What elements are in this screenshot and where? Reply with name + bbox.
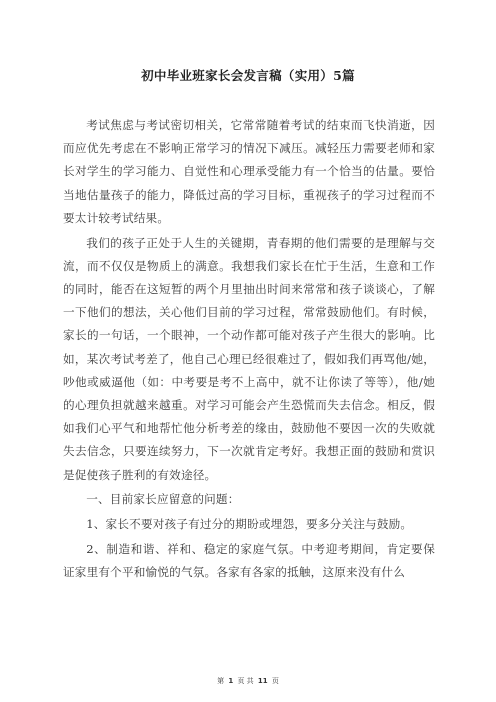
document-body — [63, 114, 435, 586]
list-item: 2、制造和谐、祥和、稳定的家庭气氛。中考迎考期间，肯定要保证家里有个平和愉悦的气氛。各家有各家的抵触，这原来没有什么 — [63, 541, 435, 579]
total-page-number: 11 — [257, 677, 268, 685]
document-title: 初中毕业班家长会发言稿（实用）5篇 — [141, 68, 355, 83]
section-heading: 一、目前家长应留意的问题： — [86, 492, 240, 507]
current-page-number: 1 — [228, 677, 234, 685]
footer-middle: 页 共 — [237, 677, 254, 685]
page-footer — [0, 676, 496, 686]
paragraph: 考试焦虑与考试密切相关，它常常随着考试的结束而飞快消逝，因而应优先考虑在不影响正常学习的情况下减压。减轻压力需要老师和家长对学生的学习能力、自觉性和心理承受能力有一个恰当的估量。要恰当地估量孩子的能力，降低过高的学习目标，重视孩子的学习过程而不要太计较考试结果。 — [63, 118, 435, 225]
paragraph: 我们的孩子正处于人生的关键期，青春期的他们需要的是理解与交流，而不仅仅是物质上的满意。我想我们家长在忙于生活，生意和工作的同时，能否在这短暂的两个月里抽出时间来常常和孩子谈谈心，了解一下他们的想法，关心他们目前的学习过程，常常鼓励他们。有时候，家长的一句话，一个眼神，一个动作都可能对孩子产生很大的影响。比如，某次考试考差了，他自己心理已经很难过了，假如我们再骂他/她，吵他或威逼他（如：中考要是考不上高中，就不让你读了等等），他/她的心理负担就越来越重。对学习可能会产生恐慌而失去信念。相反，假如我们心平气和地帮忙他分析考差的缘由，鼓励他不要因一次的失败就失去信念，只要连续努力，下一次就肯定考好。我想正面的鼓励和赏识是促使孩子胜利的有效途径。 — [63, 235, 435, 482]
list-item: 1、家长不要对孩子有过分的期盼或埋怨，要多分关注与鼓励。 — [86, 516, 413, 531]
footer-suffix: 页 — [271, 677, 279, 685]
footer-prefix: 第 — [217, 677, 225, 685]
